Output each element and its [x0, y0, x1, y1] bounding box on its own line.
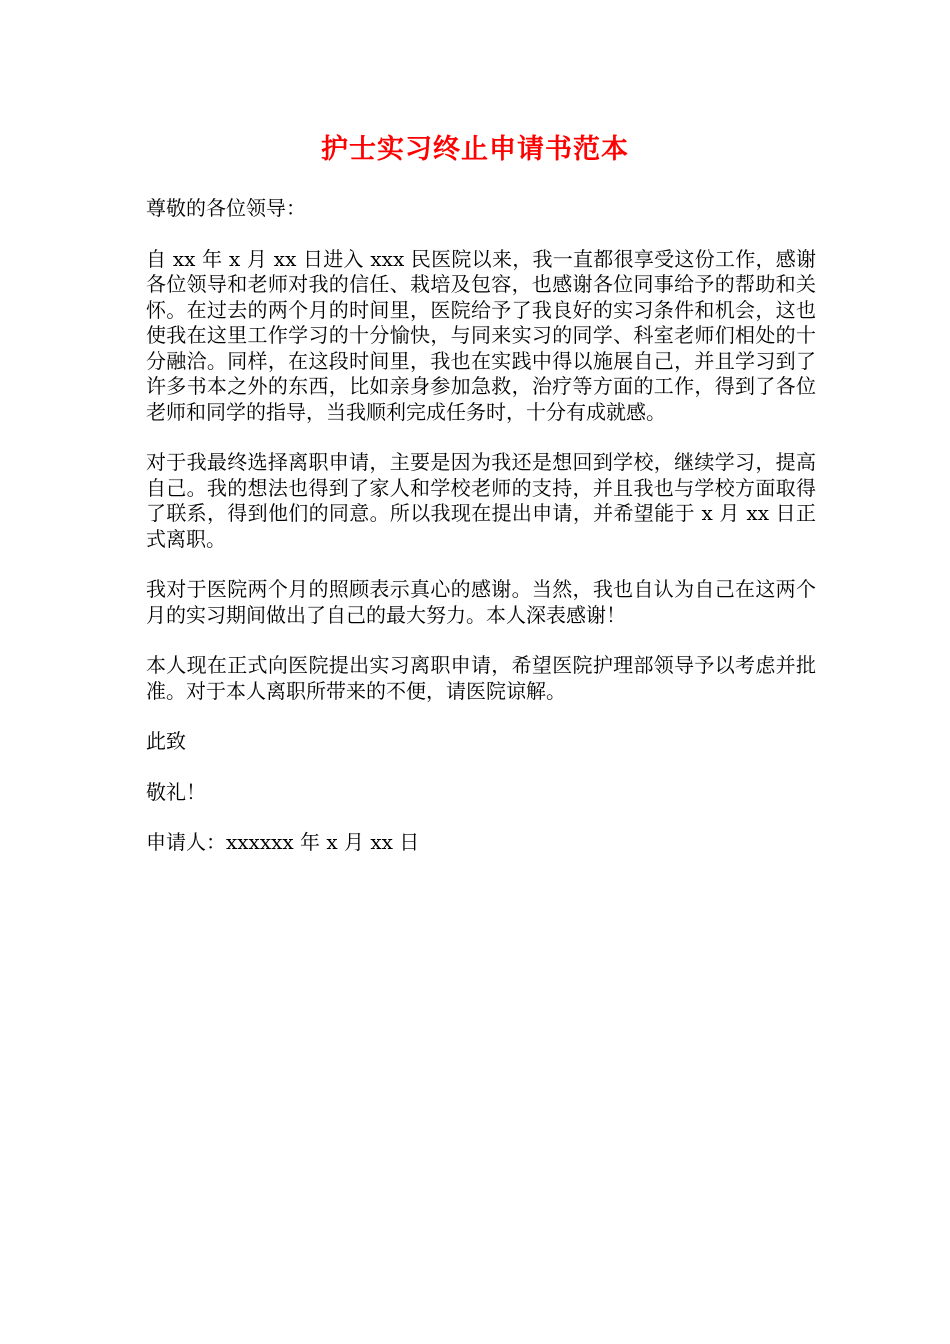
document-body — [146, 196, 816, 881]
signature-line: 申请人：xxxxxx 年 x 月 xx 日 — [146, 830, 420, 854]
closing-salute: 敬礼！ — [146, 779, 206, 804]
paragraph-1: 自 xx 年 x 月 xx 日进入 xxx 民医院以来，我一直都很享受这份工作，感谢各位领导和老师对我的信任、栽培及包容，也感谢各位同事给予的帮助和关怀。在过去的两个月的时间里，医院给予了我良好的实习条件和机会，这也使我在这里工作学习的十分愉快，与同来实习的同学、科室老师们相处的十分融洽。同样，在这段时间里，我也在实践中得以施展自己，并且学习到了许多书本之外的东西，比如亲身参加急救，治疗等方面的工作，得到了各位老师和同学的指导，当我顺利完成任务时，十分有成就感。 — [146, 246, 816, 424]
paragraph-4: 本人现在正式向医院提出实习离职申请，希望医院护理部领导予以考虑并批准。对于本人离职所带来的不便，请医院谅解。 — [146, 653, 816, 703]
document-title: 护士实习终止申请书范本 — [321, 134, 629, 165]
salutation: 尊敬的各位领导： — [146, 196, 306, 220]
paragraph-2: 对于我最终选择离职申请，主要是因为我还是想回到学校，继续学习，提高自己。我的想法也得到了家人和学校老师的支持，并且我也与学校方面取得了联系，得到他们的同意。所以我现在提出申请，并希望能于 x 月 xx 日正式离职。 — [146, 450, 816, 551]
paragraph-3: 我对于医院两个月的照顾表示真心的感谢。当然，我也自认为自己在这两个月的实习期间做出了自己的最大努力。本人深表感谢！ — [146, 577, 816, 627]
closing-greeting: 此致 — [146, 729, 186, 753]
